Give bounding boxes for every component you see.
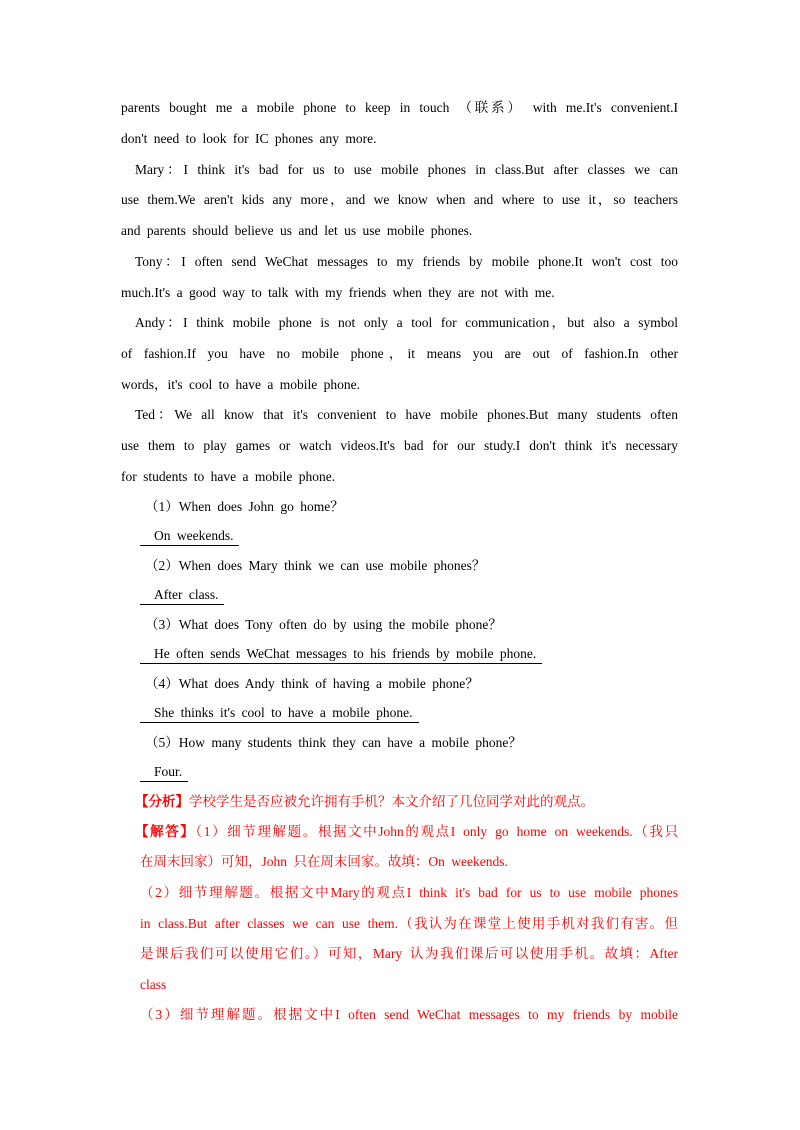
analysis-text: 学校学生是否应被允许拥有手机？本文介绍了几位同学对此的观点。 — [189, 794, 594, 809]
question-3: （3）What does Tony often do by using the mobile phone？ — [145, 617, 502, 632]
solution-paragraph — [135, 822, 678, 842]
solution-line: 在周末回家）可知，John 只在周末回家。故填：On weekends. — [140, 854, 508, 869]
passage-line: words，it's cool to have a mobile phone. — [121, 377, 361, 392]
question-5: （5）How many students think they can have a mobile phone？ — [145, 735, 522, 750]
question-2: （2）When does Mary think we can use mobile phones？ — [145, 558, 486, 573]
passage-line: and parents should believe us and let us use mobile phones. — [121, 223, 473, 238]
answer-text: After class. — [140, 586, 224, 605]
solution-line: class — [140, 977, 167, 992]
question-4: （4）What does Andy think of having a mobile phone？ — [145, 676, 479, 691]
answer-text: She thinks it's cool to have a mobile phone. — [140, 704, 419, 723]
answer-2 — [140, 585, 224, 605]
passage-line: use them to play games or watch videos.It's bad for our study.I don't think it's necessary — [121, 438, 678, 453]
solution-line: 是课后我们可以使用它们。）可知，Mary 认为我们课后可以使用手机。故填：After — [140, 946, 678, 961]
solution-line: （3）细节理解题。根据文中I often send WeChat messages to my friends by mobile — [140, 1007, 678, 1022]
answer-text: Four. — [140, 763, 188, 782]
analysis-tag: 【分析】 — [135, 794, 189, 809]
passage-line-mary: Mary：I think it's bad for us to use mobile phones in class.But after classes we can — [135, 162, 678, 177]
passage-line: don't need to look for IC phones any more. — [121, 131, 377, 146]
answer-text: On weekends. — [140, 527, 239, 546]
answer-text: He often sends WeChat messages to his friends by mobile phone. — [140, 645, 542, 664]
solution-tag: 【解答】 — [135, 824, 196, 839]
answer-1 — [140, 526, 239, 546]
passage-line: of fashion.If you have no mobile phone，it means you are out of fashion.In other — [121, 346, 678, 361]
solution-line: （2）细节理解题。根据文中Mary的观点I think it's bad for us to use mobile phones — [140, 885, 678, 900]
solution-text: （1）细节理解题。根据文中John的观点I only go home on weekends.（我只 — [195, 824, 678, 839]
analysis-paragraph — [135, 792, 594, 812]
answer-3 — [140, 644, 542, 664]
passage-line: parents bought me a mobile phone to keep in touch （联系） with me.It's convenient.I — [121, 100, 678, 115]
passage-line-ted: Ted：We all know that it's convenient to have mobile phones.But many students often — [135, 407, 678, 422]
passage-line: use them.We aren't kids any more，and we know when and where to use it，so teachers — [121, 192, 678, 207]
answer-5 — [140, 762, 188, 782]
passage-line-tony: Tony：I often send WeChat messages to my friends by mobile phone.It won't cost too — [135, 254, 678, 269]
solution-line: in class.But after classes we can use them.（我认为在课堂上使用手机对我们有害。但 — [140, 916, 678, 931]
passage-line: much.It's a good way to talk with my friends when they are not with me. — [121, 285, 555, 300]
passage-line: for students to have a mobile phone. — [121, 469, 336, 484]
answer-4 — [140, 703, 419, 723]
question-1: （1）When does John go home？ — [145, 499, 344, 514]
passage-line-andy: Andy：I think mobile phone is not only a tool for communication，but also a symbol — [135, 315, 678, 330]
